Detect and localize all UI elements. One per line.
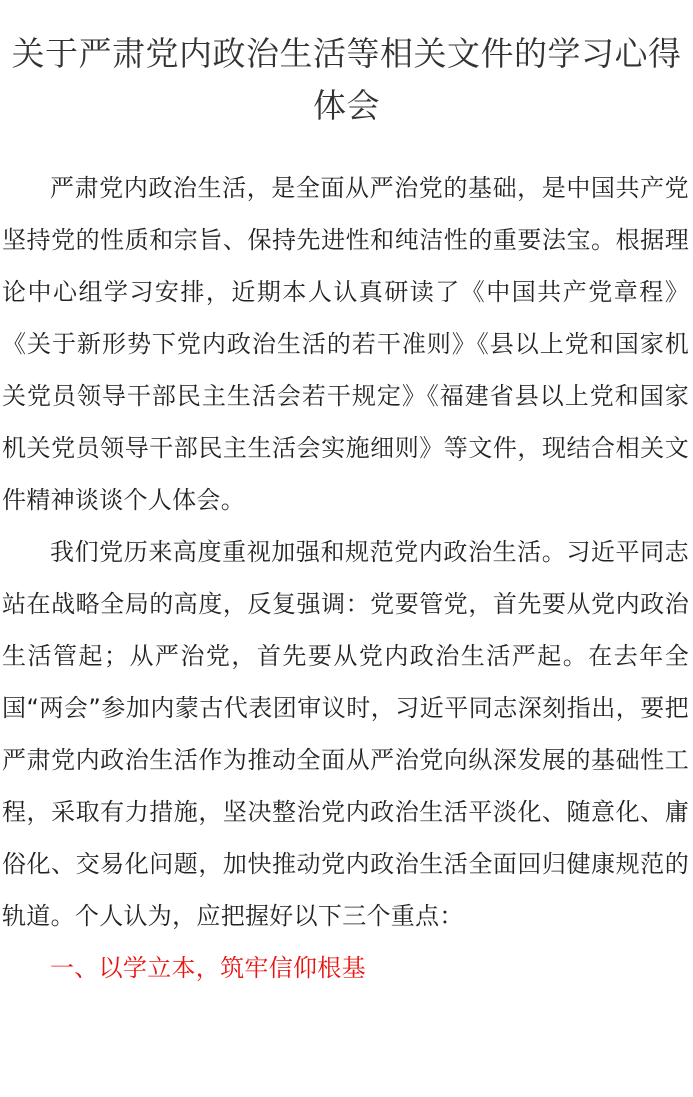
section-heading: 一、以学立本，筑牢信仰根基 xyxy=(50,954,366,982)
paragraph-intro: 严肃党内政治生活，是全面从严治党的基础，是中国共产党坚持党的性质和宗旨、保持先进性和纯洁性的重要法宝。根据理论中心组学习安排，近期本人认真研读了《中国共产党章程》《关于新形势下党内政治生活的若干准则》《县以上党和国家机关党员领导干部民主生活会若干规定》《福建省县以上党和国家机关党员领导干部民主生活会实施细则》等文件，现结合相关文件精神谈谈个人体会。 xyxy=(2,174,689,514)
document-title: 关于严肃党内政治生活等相关文件的学习心得体会 xyxy=(11,34,682,125)
document-body xyxy=(0,132,693,994)
paragraph-context: 我们党历来高度重视加强和规范党内政治生活。习近平同志站在战略全局的高度，反复强调：党要管党，首先要从党内政治生活管起；从严治党，首先要从党内政治生活严起。在去年全国“两会”参加内蒙古代表团审议时，习近平同志深刻指出，要把严肃党内政治生活作为推动全面从严治党向纵深发展的基础性工程，采取有力措施，坚决整治党内政治生活平淡化、随意化、庸俗化、交易化问题，加快推动党内政治生活全面回归健康规范的轨道。个人认为，应把握好以下三个重点： xyxy=(2,538,689,930)
